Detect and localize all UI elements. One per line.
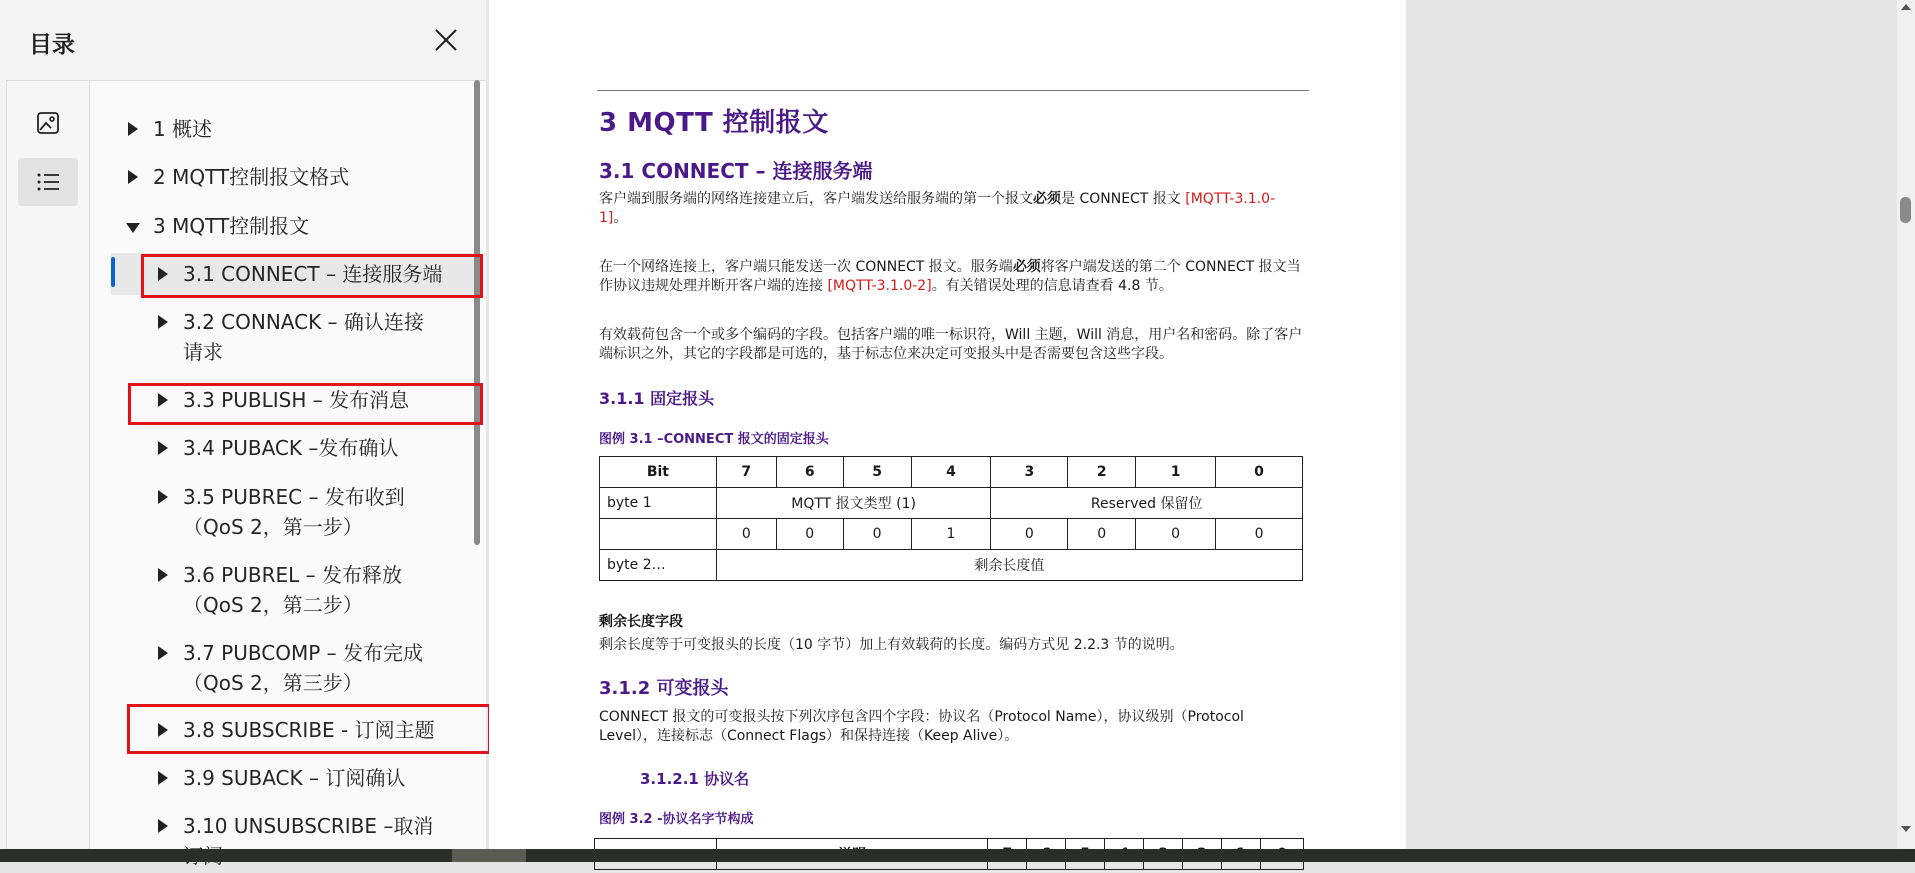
- toc-item-3-1[interactable]: 3.1 CONNECT – 连接服务端: [111, 253, 475, 295]
- remaining-length-text: 剩余长度等于可变报头的长度（10 字节）加上有效载荷的长度。编码方式见 2.2.3 节的说明。: [599, 637, 1184, 653]
- thumbnail-view-button[interactable]: [18, 99, 78, 147]
- toc-panel: [0, 0, 486, 849]
- subsection-heading-variable: 3.1.2 可变报头: [599, 678, 729, 699]
- paragraph-4: CONNECT 报文的可变报头按下列次序包含四个字段：协议名（Protocol Name），协议级别（Protocol Level），连接标志（Connect Flags）和保持连接（Keep Alive）。: [599, 709, 1244, 744]
- list-icon: [34, 168, 62, 196]
- toc-rail: [7, 81, 90, 850]
- toc-item-3-8[interactable]: 3.8 SUBSCRIBE - 订阅主题: [158, 715, 448, 745]
- toc-body: [6, 80, 486, 849]
- expand-icon[interactable]: [158, 393, 168, 407]
- ref-link-2[interactable]: [MQTT-3.1.0-2]: [827, 278, 932, 294]
- ref-link-1[interactable]: [MQTT-3.1.0-1]: [599, 191, 1276, 226]
- selection-indicator: [111, 257, 115, 287]
- toc-item-3-7[interactable]: 3.7 PUBCOMP – 发布完成（QoS 2，第三步）: [158, 638, 448, 700]
- table-row: byte 1 MQTT 报文类型 (1) Reserved 保留位: [600, 488, 1303, 519]
- toc-item-3[interactable]: 3 MQTT控制报文: [126, 211, 446, 241]
- collapse-icon[interactable]: [126, 223, 140, 233]
- toc-header: [0, 0, 486, 80]
- figure-caption-1: 图例 3.1 –CONNECT 报文的固定报头: [599, 432, 829, 447]
- toc-item-3-9[interactable]: 3.9 SUBACK – 订阅确认: [158, 763, 448, 793]
- expand-icon[interactable]: [128, 122, 138, 136]
- taskbar-item[interactable]: [452, 849, 526, 862]
- expand-icon[interactable]: [128, 170, 138, 184]
- viewer-background: [1406, 0, 1897, 849]
- chapter-heading: 3 MQTT 控制报文: [599, 108, 829, 138]
- close-icon[interactable]: [430, 24, 462, 56]
- toc-item-3-2[interactable]: 3.2 CONNACK – 确认连接请求: [158, 307, 448, 369]
- document-page: [489, 0, 1406, 849]
- fixed-header-table: [599, 456, 1303, 581]
- expand-icon[interactable]: [158, 568, 168, 582]
- subsection-heading-fixed: 3.1.1 固定报头: [599, 389, 715, 408]
- table-row: byte 2… 剩余长度值: [600, 550, 1303, 581]
- section-heading-connect: 3.1 CONNECT – 连接服务端: [599, 159, 873, 183]
- figure-caption-2: 图例 3.2 -协议名字节构成: [599, 812, 754, 827]
- toc-item-3-5[interactable]: 3.5 PUBREC – 发布收到（QoS 2，第一步）: [158, 482, 448, 544]
- toc-item-3-4[interactable]: 3.4 PUBACK –发布确认: [158, 433, 448, 463]
- toc-scrollbar-thumb[interactable]: [474, 80, 480, 545]
- header-rule: [597, 90, 1309, 91]
- image-icon: [34, 109, 62, 137]
- expand-icon[interactable]: [158, 646, 168, 660]
- outline-view-button[interactable]: [18, 158, 78, 206]
- expand-icon[interactable]: [158, 490, 168, 504]
- toc-title: 目录: [29, 32, 75, 58]
- toc-item-3-10[interactable]: 3.10 UNSUBSCRIBE –取消: [158, 811, 448, 873]
- scrollbar-thumb[interactable]: [1900, 197, 1911, 223]
- toc-item-1[interactable]: 1 概述: [128, 114, 428, 144]
- expand-icon[interactable]: [158, 441, 168, 455]
- expand-icon[interactable]: [158, 723, 168, 737]
- scroll-down-icon[interactable]: [1901, 826, 1911, 832]
- taskbar: [0, 849, 1915, 862]
- paragraph-1: 客户端到服务端的网络连接建立后，客户端发送给服务端的第一个报文必须是 CONNECT 报文 [MQTT-3.1.0-1]。: [599, 191, 1276, 226]
- toc-item-3-3[interactable]: 3.3 PUBLISH – 发布消息: [158, 385, 448, 415]
- table-row: Bit 7 6 5 4 3 2 1 0: [600, 457, 1303, 488]
- expand-icon[interactable]: [158, 819, 168, 833]
- expand-icon[interactable]: [158, 267, 168, 281]
- remaining-length-title: 剩余长度字段: [599, 614, 683, 630]
- subsubsection-heading-protocol-name: 3.1.2.1 协议名: [640, 770, 750, 788]
- table-row: 0 0 0 1 0 0 0 0: [600, 519, 1303, 550]
- toc-item-3-6[interactable]: 3.6 PUBREL – 发布释放（QoS 2，第二步）: [158, 560, 448, 622]
- paragraph-2: 在一个网络连接上，客户端只能发送一次 CONNECT 报文。服务端必须将客户端发送的第二个 CONNECT 报文当作协议违规处理并断开客户端的连接 [MQTT-3.1.0-2]。有关错误处理的信息请查看 4.8 节。: [599, 259, 1301, 294]
- expand-icon[interactable]: [158, 315, 168, 329]
- scroll-up-icon[interactable]: [1901, 4, 1911, 10]
- expand-icon[interactable]: [158, 771, 168, 785]
- toc-item-2[interactable]: 2 MQTT控制报文格式: [128, 162, 448, 192]
- paragraph-3: 有效载荷包含一个或多个编码的字段。包括客户端的唯一标识符，Will 主题，Will 消息，用户名和密码。除了客户端标识之外，其它的字段都是可选的，基于标志位来决定可变报头中是否需要包含这些字段。: [599, 327, 1303, 362]
- toc-list: [91, 81, 475, 850]
- window-scrollbar[interactable]: [1897, 0, 1915, 849]
